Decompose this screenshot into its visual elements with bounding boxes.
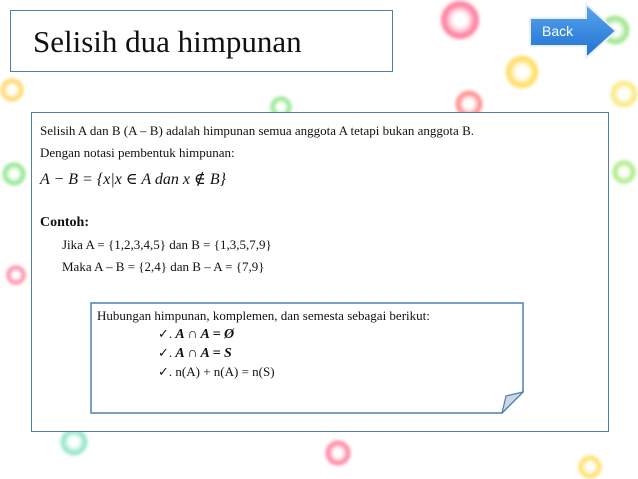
bokeh-decoration xyxy=(325,440,351,466)
set-difference-formula: A − B = {x|x ∈ A dan x ∉ B} xyxy=(40,171,227,188)
content-panel xyxy=(31,112,609,432)
bokeh-decoration xyxy=(578,455,602,479)
checkmark-icon: ✓. xyxy=(158,364,173,379)
bokeh-decoration xyxy=(505,55,539,89)
list-item: ✓. A ∩ A = Ø xyxy=(158,326,235,342)
bokeh-decoration xyxy=(610,80,638,108)
title-box xyxy=(10,10,393,72)
example-heading: Contoh: xyxy=(40,215,90,230)
bokeh-decoration xyxy=(440,0,480,40)
bokeh-decoration xyxy=(2,162,26,186)
bokeh-decoration xyxy=(612,160,636,184)
bokeh-decoration xyxy=(60,428,88,456)
definition-text: Selisih A dan B (A – B) adalah himpunan semua anggota A tetapi bukan anggota B. xyxy=(40,123,474,138)
back-button[interactable] xyxy=(528,2,618,60)
back-label: Back xyxy=(542,23,574,39)
example-line: Maka A – B = {2,4} dan B – A = {7,9} xyxy=(62,259,265,274)
bokeh-decoration xyxy=(6,265,26,285)
note-heading: Hubungan himpunan, komplemen, dan semesta sebagai berikut: xyxy=(97,308,430,323)
page-title: Selisih dua himpunan xyxy=(33,24,302,59)
bokeh-decoration xyxy=(0,78,24,102)
checkmark-icon: ✓. xyxy=(158,345,173,360)
list-item: ✓. n(A) + n(A) = n(S) xyxy=(158,364,275,379)
checkmark-icon: ✓. xyxy=(158,326,173,341)
notation-intro: Dengan notasi pembentuk himpunan: xyxy=(40,145,235,160)
note-box xyxy=(90,302,524,414)
list-item: ✓. A ∩ A = S xyxy=(158,345,232,361)
example-line: Jika A = {1,2,3,4,5} dan B = {1,3,5,7,9} xyxy=(62,237,272,252)
